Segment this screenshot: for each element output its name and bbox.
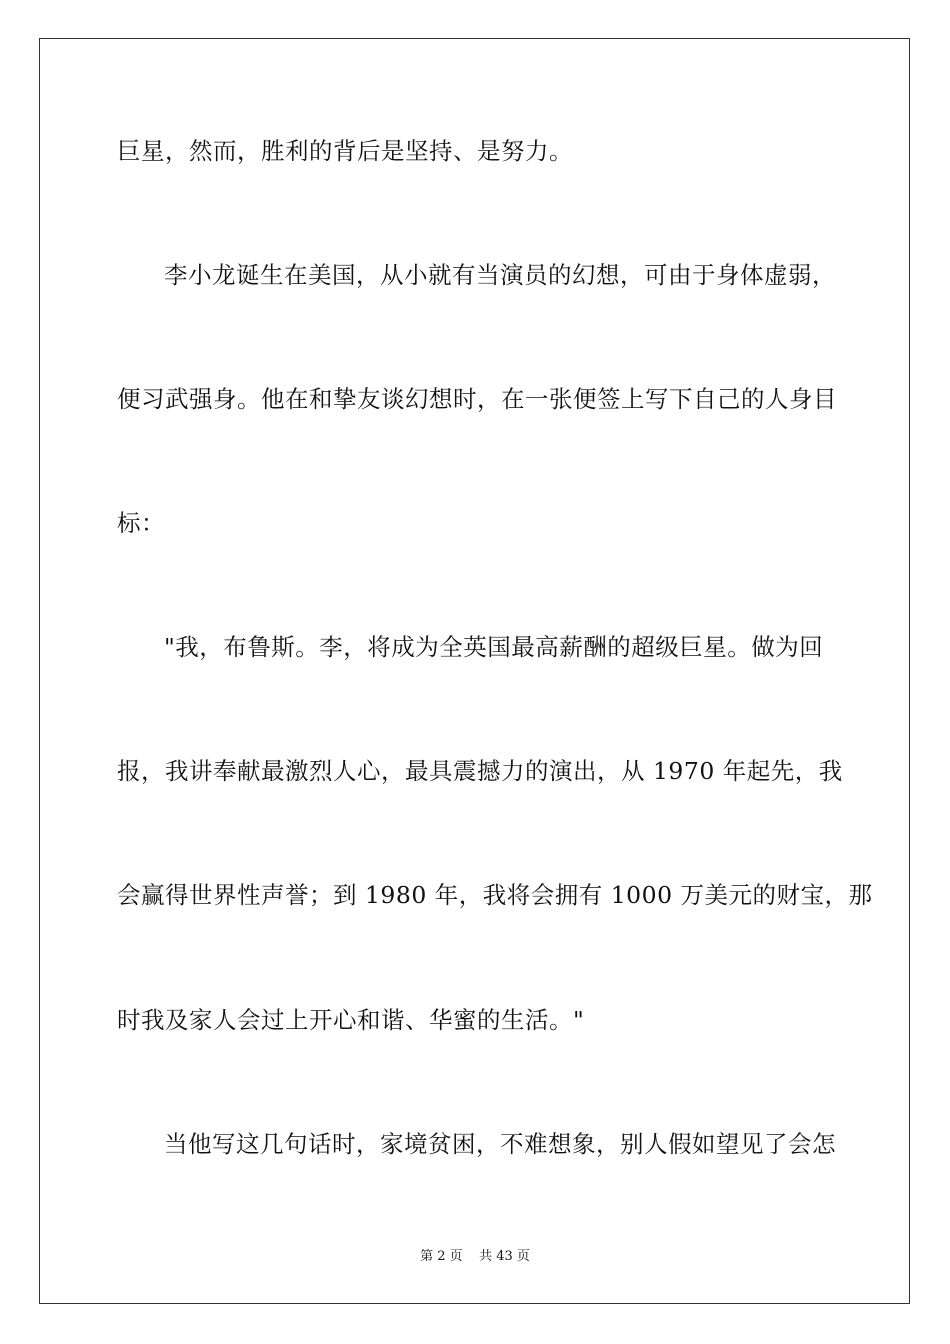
- text-line-5: "我，布鲁斯。李，将成为全英国最高薪酬的超级巨星。做为回: [164, 633, 824, 661]
- text-line-7: 会赢得世界性声誉；到 1980 年，我将会拥有 1000 万美元的财宝，那: [117, 881, 873, 909]
- text-line-8: 时我及家人会过上开心和谐、华蜜的生活。": [117, 1006, 585, 1034]
- text-line-6: 报，我讲奉献最激烈人心，最具震撼力的演出，从 1970 年起先，我: [117, 757, 843, 785]
- text-line-2: 李小龙诞生在美国，从小就有当演员的幻想，可由于身体虚弱，: [164, 261, 836, 289]
- text-line-4: 标：: [117, 509, 165, 537]
- text-line-1: 巨星，然而，胜利的背后是坚持、是努力。: [117, 137, 573, 165]
- page-number-footer: 第 2 页 共 43 页: [420, 1249, 530, 1264]
- text-line-3: 便习武强身。他在和挚友谈幻想时，在一张便签上写下自己的人身目: [117, 385, 837, 413]
- text-line-9: 当他写这几句话时，家境贫困，不难想象，别人假如望见了会怎: [164, 1130, 836, 1158]
- page-border: [39, 38, 910, 1304]
